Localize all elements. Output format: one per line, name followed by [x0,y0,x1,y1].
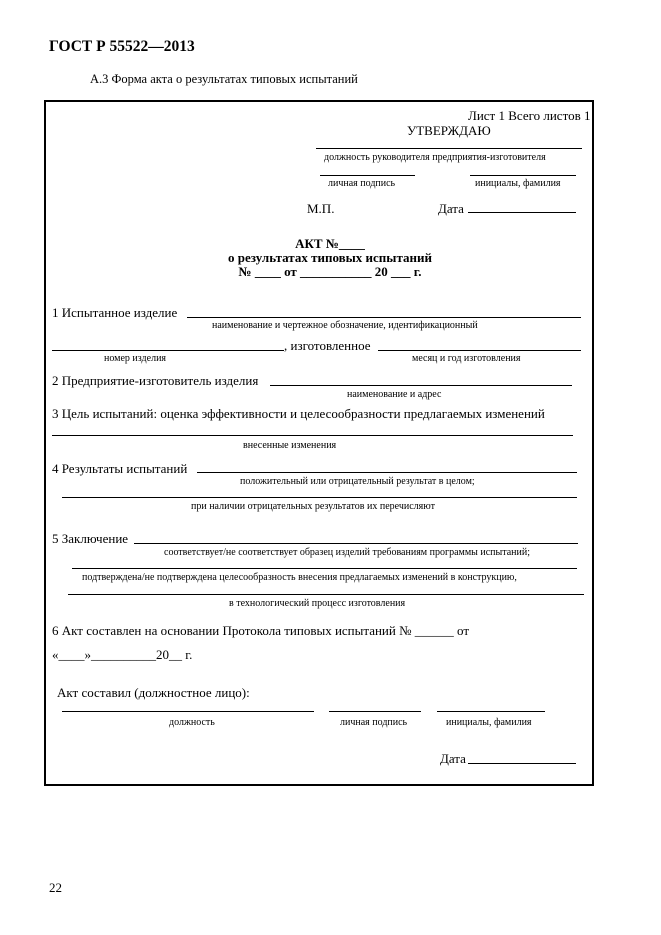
final-date-line [468,763,576,764]
item1-number-hint: номер изделия [104,353,167,364]
item1-line [187,317,581,318]
approve-name-line [470,175,576,176]
compiled-position-line [62,711,314,712]
approve-signature-hint: личная подпись [328,178,396,189]
item5-line-3 [68,594,584,595]
item4-line [197,472,577,473]
item6-line-2: «____»__________20__ г. [52,647,193,662]
item3-line [52,435,573,436]
stamp-label: М.П. [307,201,335,216]
item2-label: 2 Предприятие-изготовитель изделия [52,373,259,388]
compiled-signature-hint: личная подпись [340,717,408,728]
sheet-info: Лист 1 Всего листов 1 [468,108,591,123]
item3-hint: внесенные изменения [243,440,337,451]
approve-signature-line [320,175,415,176]
item2-hint: наименование и адрес [347,389,442,400]
approve-position-hint: должность руководителя предприятия-изготовителя [324,152,546,163]
compiled-by-label: Акт составил (должностное лицо): [57,685,250,700]
item4-hint-2: при наличии отрицательных результатов их перечисляют [191,501,435,512]
item5-line-2 [72,568,577,569]
form-caption: А.3 Форма акта о результатах типовых испытаний [90,72,358,86]
item5-label: 5 Заключение [52,531,129,546]
item5-hint-2: подтверждена/не подтверждена целесообразность внесения предлагаемых изменений в конструкцию, [82,572,517,583]
act-number-date: № ____ от ___________ 20 ___ г. [238,264,422,279]
page-number: 22 [49,880,62,895]
item4-line-2 [62,497,577,498]
item1-number-line [52,350,284,351]
item3-label: 3 Цель испытаний: оценка эффективности и целесообразности предлагаемых изменений [52,406,545,421]
approve-date-label: Дата [438,201,464,216]
item1-month-hint: месяц и год изготовления [412,353,521,364]
item1-label: 1 Испытанное изделие [52,305,178,320]
standard-designation: ГОСТ Р 55522—2013 [49,38,195,55]
item5-hint-1: соответствует/не соответствует образец изделий требованиям программы испытаний; [164,547,531,558]
final-date-label: Дата [440,751,466,766]
item1-manufactured-label: , изготовленное [284,338,371,353]
item5-line [134,543,578,544]
item4-hint-1: положительный или отрицательный результат в целом; [240,476,475,487]
act-title: АКТ №____ [295,236,365,251]
item4-label: 4 Результаты испытаний [52,461,188,476]
compiled-signature-line [329,711,421,712]
approve-name-hint: инициалы, фамилия [475,178,561,189]
compiled-name-hint: инициалы, фамилия [446,717,532,728]
item1-hint: наименование и чертежное обозначение, идентификационный [212,320,478,331]
act-subtitle: о результатах типовых испытаний [228,250,432,265]
approve-date-line [468,212,576,213]
item1-month-line [378,350,581,351]
approve-position-line [316,148,582,149]
item5-hint-3: в технологический процесс изготовления [229,598,406,609]
compiled-position-hint: должность [169,717,215,728]
item2-line [270,385,572,386]
compiled-name-line [437,711,545,712]
approve-title: УТВЕРЖДАЮ [407,123,491,138]
item6-line-1: 6 Акт составлен на основании Протокола типовых испытаний № ______ от [52,623,470,638]
